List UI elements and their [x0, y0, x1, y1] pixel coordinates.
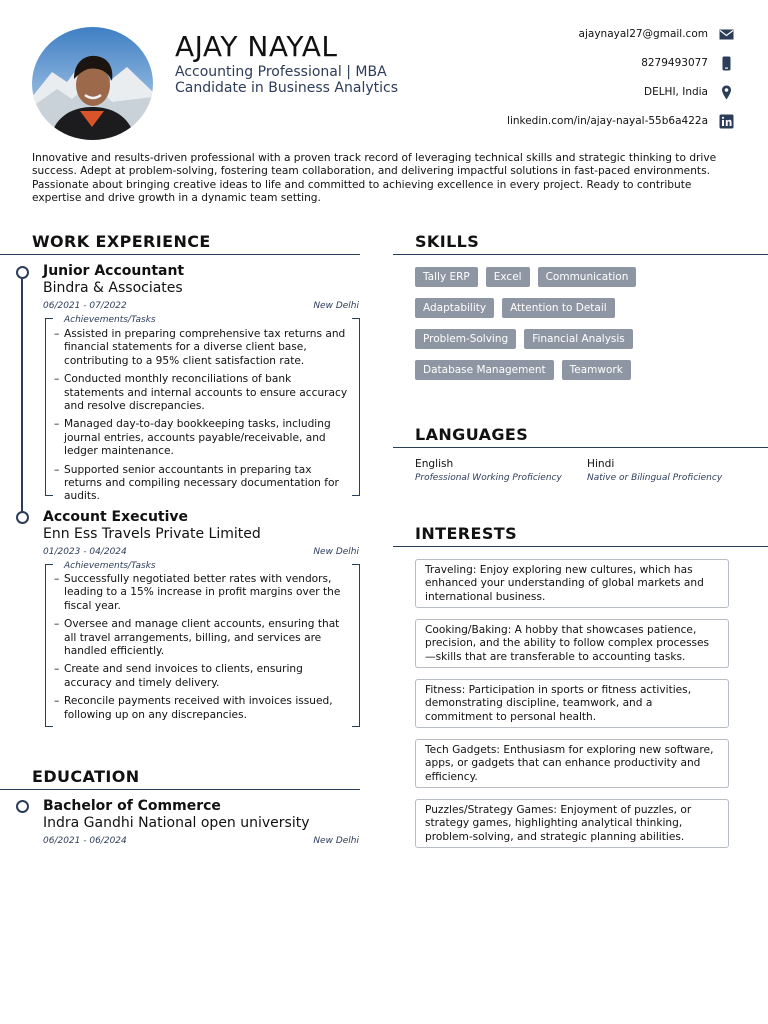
achievements-list: [54, 328, 349, 509]
achievement-item: – Create and send invoices to clients, ensuring accuracy and timely delivery.: [54, 663, 349, 690]
contact-linkedin[interactable]: linkedin.com/in/ajay-nayal-55b6a422a: [507, 115, 708, 127]
education-location: New Delhi: [313, 836, 359, 846]
education-dates: 06/2021 - 06/2024: [43, 836, 127, 846]
achievement-item: – Conducted monthly reconciliations of bank statements and internal accounts to ensure accuracy and resolve discrepancies.: [54, 373, 349, 413]
section-divider: [393, 546, 768, 547]
skills-row: [415, 360, 631, 380]
interest-card: Tech Gadgets: Enthusiasm for exploring new software, apps, or gadgets that can enhance productivity and efficiency.: [415, 739, 729, 788]
skill-tag: Problem-Solving: [415, 329, 516, 349]
section-title-education: EDUCATION: [32, 767, 140, 786]
job-location: New Delhi: [313, 301, 359, 311]
job-location: New Delhi: [313, 547, 359, 557]
skills-row: [415, 267, 636, 287]
skills-row: [415, 329, 633, 349]
avatar: [32, 27, 153, 140]
job-company: Bindra & Associates: [43, 280, 183, 296]
language-name: Hindi: [587, 458, 615, 470]
section-divider: [0, 254, 360, 255]
job-dates: 06/2021 - 07/2022: [43, 301, 127, 311]
achievement-item: – Assisted in preparing comprehensive tax returns and financial statements for a diverse client base, contributing to a 95% client satisfaction rate.: [54, 328, 349, 368]
profile-summary: Innovative and results-driven professional with a proven track record of leveraging technical skills and strategic thinking to drive success. Adept at problem-solving, fostering team collaboration, and delivering impactful solutions in fast-paced environments. Passionate about bringing creative ideas to life and committed to achieving excellence in every project. Ready to contribute expertise and drive growth in a dynamic team setting.: [32, 152, 717, 205]
mail-icon: [719, 27, 734, 42]
interest-card: Puzzles/Strategy Games: Enjoyment of puzzles, or strategy games, highlighting analytical thinking, problem-solving, and strategic planning abilities.: [415, 799, 729, 848]
skill-tag: Adaptability: [415, 298, 494, 318]
job-title: Account Executive: [43, 509, 189, 525]
skill-tag: Database Management: [415, 360, 554, 380]
section-divider: [393, 447, 768, 448]
section-title-interests: INTERESTS: [415, 524, 517, 543]
skills-row: [415, 298, 615, 318]
section-title-work-experience: WORK EXPERIENCE: [32, 232, 211, 251]
section-title-languages: LANGUAGES: [415, 425, 529, 444]
location-pin-icon: [719, 85, 734, 100]
achievement-item: – Oversee and manage client accounts, ensuring that all travel arrangements, billing, and services are handled efficiently.: [54, 618, 349, 658]
contact-email[interactable]: ajaynayal27@gmail.com: [578, 28, 708, 40]
candidate-subtitle: Accounting Professional | MBA Candidate in Business Analytics: [175, 64, 398, 96]
linkedin-icon: [719, 114, 734, 129]
job-dates: 01/2023 - 04/2024: [43, 547, 127, 557]
interest-card: Fitness: Participation in sports or fitness activities, demonstrating discipline, teamwork, and a commitment to personal health.: [415, 679, 729, 728]
achievements-label: Achievements/Tasks: [64, 561, 156, 571]
skill-tag: Teamwork: [562, 360, 631, 380]
section-divider: [0, 789, 360, 790]
timeline-dot: [16, 800, 29, 813]
job-company: Enn Ess Travels Private Limited: [43, 526, 261, 542]
achievements-list: [54, 573, 349, 727]
timeline-dot: [16, 266, 29, 279]
achievements-label: Achievements/Tasks: [64, 315, 156, 325]
language-name: English: [415, 458, 454, 470]
contact-location: DELHI, India: [643, 86, 708, 98]
phone-icon: [719, 56, 734, 71]
achievement-item: – Reconcile payments received with invoices issued, following up on any discrepancies.: [54, 695, 349, 722]
section-title-skills: SKILLS: [415, 232, 480, 251]
skill-tag: Tally ERP: [415, 267, 478, 287]
section-divider: [393, 254, 768, 255]
timeline-dot: [16, 511, 29, 524]
timeline-line: [21, 276, 23, 512]
school-name: Indra Gandhi National open university: [43, 815, 310, 831]
interest-card: Traveling: Enjoy exploring new cultures, which has enhanced your understanding of global markets and international business.: [415, 559, 729, 608]
degree-title: Bachelor of Commerce: [43, 798, 221, 814]
skill-tag: Excel: [486, 267, 530, 287]
contact-phone: 8279493077: [641, 57, 708, 69]
candidate-name: AJAY NAYAL: [175, 30, 338, 63]
interest-card: Cooking/Baking: A hobby that showcases patience, precision, and the ability to follow complex processes—skills that are transferable to accounting tasks.: [415, 619, 729, 668]
language-level: Native or Bilingual Proficiency: [587, 473, 723, 483]
achievement-item: – Managed day-to-day bookkeeping tasks, including journal entries, accounts payable/receivable, and ledger maintenance.: [54, 418, 349, 458]
skill-tag: Communication: [538, 267, 637, 287]
job-title: Junior Accountant: [43, 263, 185, 279]
language-level: Professional Working Proficiency: [415, 473, 562, 483]
achievement-item: – Supported senior accountants in preparing tax returns and compiling necessary documentation for audits.: [54, 464, 349, 504]
skill-tag: Financial Analysis: [524, 329, 633, 349]
achievement-item: – Successfully negotiated better rates with vendors, leading to a 15% increase in profit margins over the fiscal year.: [54, 573, 349, 613]
skill-tag: Attention to Detail: [502, 298, 615, 318]
